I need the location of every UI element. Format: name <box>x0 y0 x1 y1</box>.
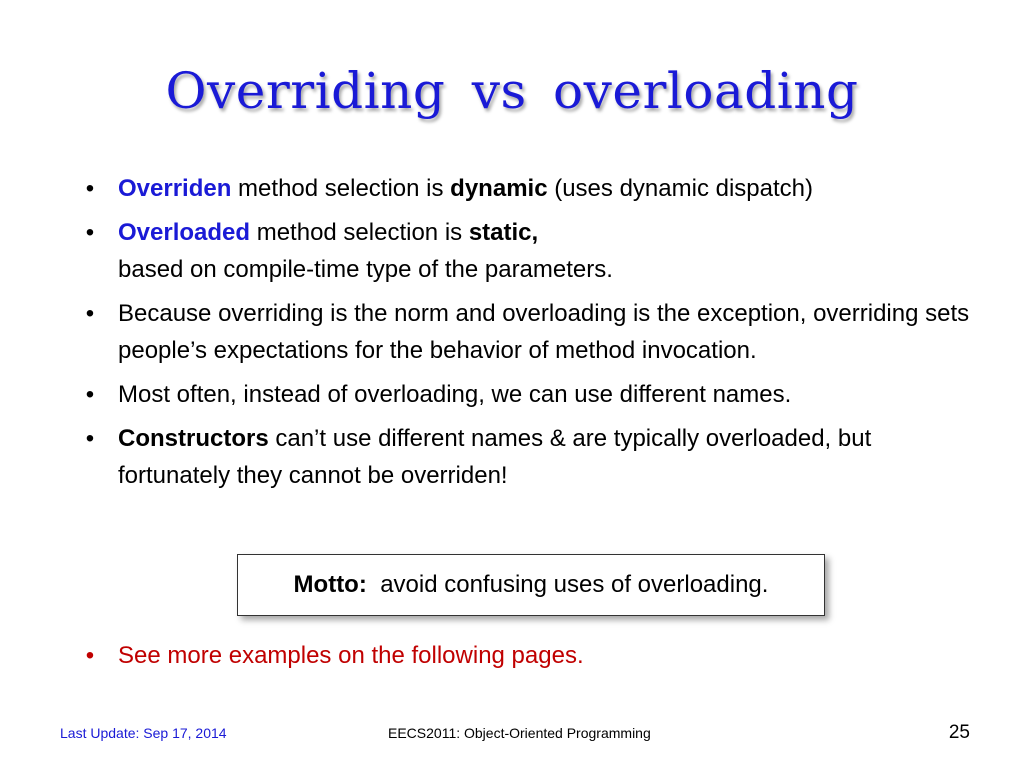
bullet-text: method selection is <box>250 219 469 246</box>
bullet-item <box>80 376 980 413</box>
bullet-item <box>80 170 980 207</box>
keyword-overriden: Overriden <box>118 175 232 202</box>
motto-box <box>237 554 825 616</box>
bullet-item <box>80 295 980 369</box>
slide-title: Overriding vs overloading <box>165 62 859 120</box>
footer-last-update: Last Update: Sep 17, 2014 <box>60 725 227 741</box>
bullet-dot: • <box>85 381 95 408</box>
bullet-text: can’t use different names & are typically overloaded, but fortunately they cannot be overriden! <box>118 425 872 489</box>
final-bullet-list <box>80 637 980 674</box>
bullet-text: Because overriding is the norm and overloading is the exception, overriding sets people’s expectations for the behavior of method invocation. <box>118 300 970 364</box>
bullet-item <box>80 637 980 674</box>
keyword-overloaded: Overloaded <box>118 219 251 246</box>
bullet-text: based on compile-time type of the parameters. <box>118 256 613 283</box>
bullet-item <box>80 214 980 288</box>
bullet-dot: • <box>85 175 95 202</box>
bullet-dot: • <box>85 425 95 452</box>
motto-text: avoid confusing uses of overloading. <box>380 571 769 598</box>
bullet-list <box>80 170 980 501</box>
bullet-text: (uses dynamic dispatch) <box>547 175 813 202</box>
bullet-dot: • <box>85 219 95 246</box>
page-number: 25 <box>948 722 970 743</box>
keyword-static: static, <box>468 219 539 246</box>
final-bullet-text: See more examples on the following pages. <box>118 642 584 669</box>
bullet-dot: • <box>85 300 95 327</box>
keyword-constructors: Constructors <box>118 425 269 452</box>
motto-label: Motto: <box>293 571 367 598</box>
footer-course: EECS2011: Object-Oriented Programming <box>388 725 651 741</box>
bullet-item <box>80 420 980 494</box>
bullet-text: method selection is <box>231 175 451 202</box>
bullet-text: Most often, instead of overloading, we can use different names. <box>118 381 792 408</box>
bullet-dot: • <box>85 642 95 669</box>
keyword-dynamic: dynamic <box>450 175 548 202</box>
